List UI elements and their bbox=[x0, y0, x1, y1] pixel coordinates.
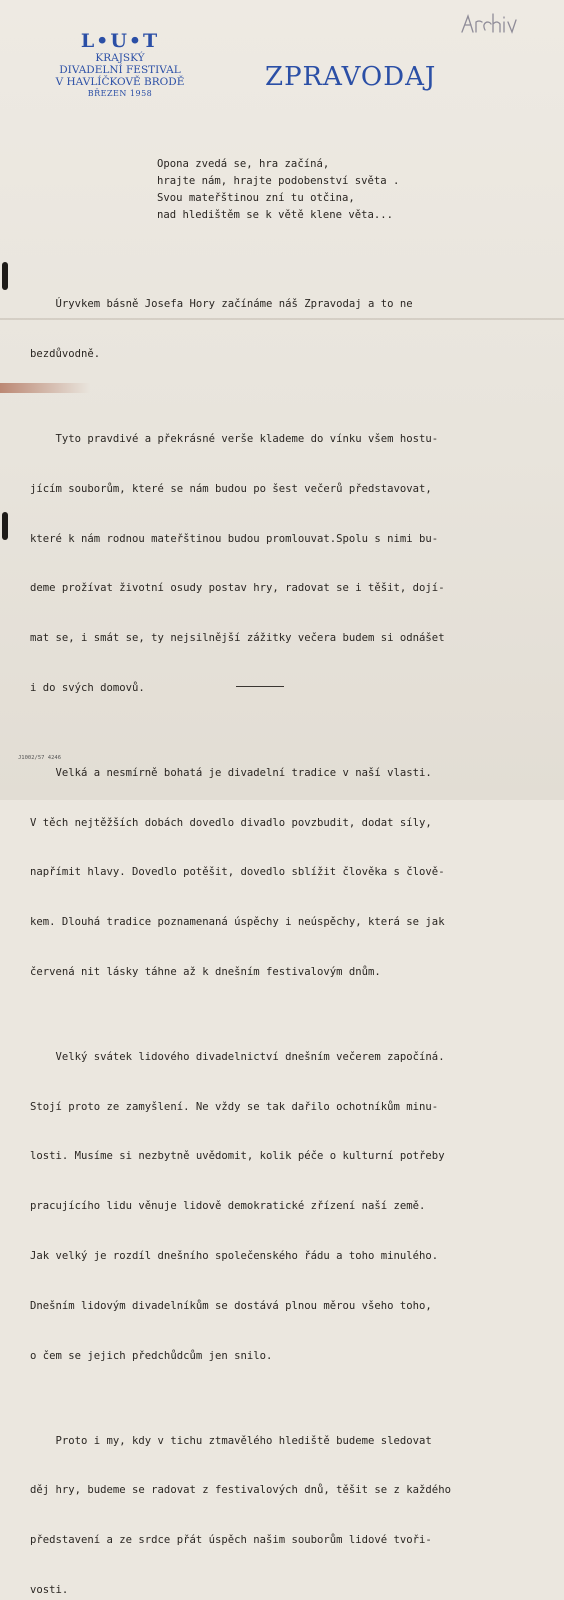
text-line: Dnešním lidovým divadelníkům se dostává plnou měrou všeho toho, bbox=[30, 1299, 432, 1312]
handwritten-archive-note bbox=[458, 10, 518, 38]
text-line: jícím souborům, které se nám budou po šest večerů představovat, bbox=[30, 482, 432, 495]
masthead-line: KRAJSKÝ bbox=[95, 52, 145, 64]
text-line: mat se, i smát se, ty nejsilnější zážitky večera budem si odnášet bbox=[30, 632, 445, 645]
text-line: Tyto pravdivé a překrásné verše klademe do vínku všem hostu- bbox=[30, 432, 439, 445]
masthead-line: DIVADELNÍ FESTIVAL bbox=[59, 64, 181, 76]
text-line: Proto i my, kdy v tichu ztmavělého hlediště budeme sledovat bbox=[30, 1434, 432, 1447]
festival-masthead bbox=[40, 30, 200, 99]
verse-line: hrajte nám, hrajte podobenství světa . bbox=[157, 175, 400, 187]
article-body bbox=[30, 263, 550, 1600]
text-line: vosti. bbox=[30, 1583, 69, 1596]
text-line: představení a ze srdce přát úspěch našim souborům lidové tvoři- bbox=[30, 1534, 432, 1547]
text-line: Úryvkem básně Josefa Hory začínáme náš Zpravodaj a to ne bbox=[30, 298, 413, 311]
masthead-line: V HAVLÍČKOVĚ BRODĚ bbox=[55, 76, 185, 88]
text-line: pracujícího lidu věnuje lidově demokratické zřízení naší země. bbox=[30, 1200, 426, 1213]
text-line: V těch nejtěžších dobách dovedlo divadlo povzbudit, dodat síly, bbox=[30, 816, 432, 829]
lut-logo: L•U•T bbox=[80, 30, 160, 52]
paragraph bbox=[30, 398, 550, 730]
masthead-date: BŘEZEN 1958 bbox=[87, 89, 153, 98]
punch-hole bbox=[2, 512, 8, 540]
text-line: Jak velký je rozdíl dnešního společenského řádu a toho minulého. bbox=[30, 1250, 439, 1263]
print-code: J1002/57 4246 bbox=[18, 755, 62, 761]
poem-verse bbox=[157, 156, 399, 224]
text-line: které k nám rodnou mateřštinou budou promlouvat.Spolu s nimi bu- bbox=[30, 532, 439, 545]
text-line: kem. Dlouhá tradice poznamenaná úspěchy i neúspěchy, která se jak bbox=[30, 916, 445, 929]
text-line: deme prožívat životní osudy postav hry, radovat se i těšit, dojí- bbox=[30, 582, 445, 595]
text-line: děj hry, budeme se radovat z festivalových dnů, těšit se z každého bbox=[30, 1484, 451, 1497]
verse-line: Opona zvedá se, hra začíná, bbox=[157, 158, 330, 170]
verse-line: nad hledištěm se k větě klene věta... bbox=[157, 209, 393, 221]
text-line: Velký svátek lidového divadelnictví dnešním večerem započíná. bbox=[30, 1050, 445, 1063]
paragraph bbox=[30, 1399, 550, 1600]
text-line: Stojí proto ze zamyšlení. Ne vždy se tak dařilo ochotníkům minu- bbox=[30, 1100, 439, 1113]
paragraph bbox=[30, 1016, 550, 1398]
paragraph bbox=[30, 732, 550, 1014]
text-line: červená nit lásky táhne až k dnešním festivalovým dnům. bbox=[30, 965, 381, 978]
text-line: o čem se jejich předchůdcům jen snilo. bbox=[30, 1349, 273, 1362]
text-line: i do svých domovů. bbox=[30, 681, 145, 694]
punch-hole bbox=[2, 262, 8, 290]
verse-line: Svou mateřštinou zní tu otčina, bbox=[157, 192, 355, 204]
paragraph bbox=[30, 263, 550, 396]
text-line: bezdůvodně. bbox=[30, 347, 101, 360]
text-line: Velká a nesmírně bohatá je divadelní tradice v naší vlasti. bbox=[30, 766, 432, 779]
text-line: napřímit hlavy. Dovedlo potěšit, dovedlo sblížit člověka s člově- bbox=[30, 866, 445, 879]
page-title: ZPRAVODAJ bbox=[265, 62, 437, 92]
end-divider bbox=[236, 686, 284, 687]
text-line: losti. Musíme si nezbytně uvědomit, kolik péče o kulturní potřeby bbox=[30, 1150, 445, 1163]
